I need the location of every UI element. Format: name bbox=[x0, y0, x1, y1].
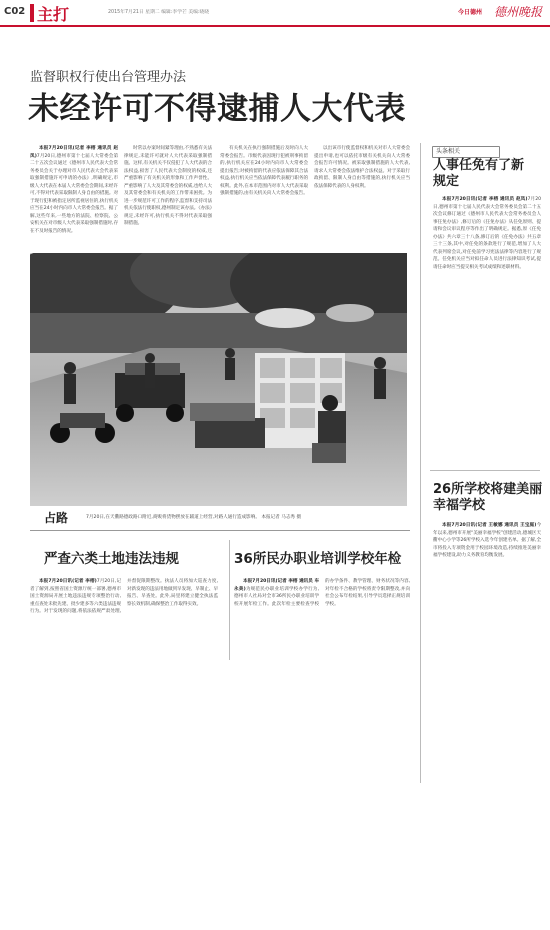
sidebar-story2-byline: 本报7月20日讯(记者 王敏娜 通讯员 王宝庭) bbox=[442, 523, 537, 528]
lower-story2-byline: 本报7月20日讯(记者 李榕 通讯员 车永美) bbox=[234, 579, 319, 592]
sidebar-story1-title: 人事任免有了新规定 bbox=[433, 158, 525, 189]
sidebar-tag bbox=[432, 146, 500, 158]
sidebar-story2-text: 今年以来,德州市开展“美丽幸福学校”创建活动,德城区天衢中心小学等26所学校入选今年创建名单。据了解,全市将投入专项资金用于校园环境改造,持续推进美丽幸福学校建设,助力义务教育均衡发展。 bbox=[433, 523, 541, 558]
lower-story2-body bbox=[234, 578, 410, 662]
header-rule bbox=[0, 25, 550, 27]
sidebar-rule bbox=[430, 470, 540, 471]
paper-name: 今日德州 bbox=[458, 9, 483, 16]
sidebar-divider bbox=[420, 143, 421, 783]
lower-story1-title: 严查六类土地违法违规 bbox=[44, 551, 179, 567]
sidebar-story1-body bbox=[433, 196, 541, 466]
lead-text-3: 有关机关在执行强制措施后及时向人大常委会报告。市级代表因现行犯被刑事拘留的,执行机关应在24小时内向市人大常委会提出报告;对被拘留的代表应依法保障其合法权益,执行机关应当依法保障代表履行职务的权利。此外,在本市范围内对市人大代表采取强制措施的,由有关机关向人大常委会报告。 bbox=[220, 146, 308, 196]
lower-story1-byline: 本报7月20日讯(记者 李榕) bbox=[39, 579, 97, 584]
lower-story2-title: 36所民办职业培训学校年检 bbox=[234, 551, 402, 567]
lead-text-1: 7月20日,德州市第十七届人大常委会第二十五次会议通过《德州市人民代表大会常务委员会关于办理对市人民代表大会代表采取强制措施许可申请的办法》,明确规定,市级人大代表在本届人大常委会会期间,未经许可,不得对代表采取限制人身自由的措施。对于现行犯和被指定居所监视居住的,执行机关应当在24小时内向市人大常委会报告。据了解,这些年来,一些地方的法院、检察院、公安机关在对市级人大代表采取强制措施时,存在不及时报告的情况。 bbox=[30, 153, 118, 234]
lower-rule bbox=[30, 530, 410, 531]
photo-title: 占路 bbox=[44, 511, 69, 525]
lead-article-column-2 bbox=[124, 145, 212, 245]
section-name: 主打 bbox=[37, 5, 70, 24]
lead-article-column-3 bbox=[220, 145, 308, 245]
lead-text-2: 时常以办案时间紧等理由,不熟悉有关法律规定,未能许可就对人大代表采取强制措施。这样,有关机关不仅侵犯了人大代表的合法权益,损害了人民代表大会制度的权威,还严重影响了有关机关的形象和工作声誉性。严重影响了人大及其常委会的权威,也给人大及其常委会和有关机关的工作带来困扰。为进一步规范许可工作的程序,监督和支持司法机关依法行使职权,德州制定该办法。《办法》规定,未经许可,执行机关不得对代表采取强制措施。 bbox=[124, 146, 212, 226]
lead-headline: 未经许可不得逮捕人大代表 bbox=[28, 91, 406, 127]
lower-story1-body bbox=[30, 578, 218, 662]
kicker-title: 监督职权行使出台管理办法 bbox=[30, 70, 187, 85]
masthead-logo: 德州晚报 bbox=[494, 5, 543, 19]
lead-article-column-4 bbox=[314, 145, 410, 245]
lead-byline: 本报7月20日讯(记者 李榕 通讯员 赵凤) bbox=[30, 146, 118, 159]
lower-story2-text: 为规范民办职业培训学校办学行为,德州市人社局对全市36所民办职业培训学校开展年检工作。此次年检主要检查学校的办学条件、教学管理、财务状况等内容,对年检不合格的学校将责令限期整改,并向社会公布年检结果,引导学员选择正规培训学校。 bbox=[234, 579, 410, 607]
lower-divider bbox=[229, 540, 230, 660]
lower-story1-text: 7月20日,记者了解到,按照省国土资源厅统一部署,德州市国土资源局开展土地违法违规专项整治行动,重点查处未批先建、批少建多等六类违法违规行为。对于发现的问题,将依法依规严肃处理,并督促限期整改。执法人员将加大巡查力度,对新发现的违法用地做到早发现、早制止、早报告、早查处。此外,局里将建立健全执法监察长效机制,确保整治工作取得实效。 bbox=[30, 579, 218, 614]
lead-article-column-1 bbox=[30, 145, 118, 245]
page-number: C02 bbox=[4, 6, 26, 17]
sidebar-tag-label: 头条相关 bbox=[436, 148, 461, 155]
lead-text-4: 以出该市行使监督权和机关对市人大常委会提出申请,也可以依托市级有关机关向人大常委会报告许可情况。被采取强制措施的人大代表,请求人大常委会依法维护合法权益。对于采取行政拘留、限制人身自由等措施的,执行机关应当依法保障代表的人身权利。 bbox=[314, 146, 410, 189]
page-header bbox=[0, 0, 550, 32]
sidebar-story1-text: 7月20日,德州市第十七届人民代表大会常务委员会第二十五次会议修订通过《德州市人民代表大会常务委员会人事任免办法》,修订后的《任免办法》从任免原则、提请和会议审议程序等作出了明确规定。据悉,原《任免办法》共六章三十八条,修订后的《任免办法》共五章三十三条,其中,对任免的条款进行了规范,增加了人大代表列席会议,对任免前学习宪法法律等内容进行了规范。任免机关应当对拟任命人员进行法律知识考试,提请任命时应当提交相关考试成绩和述职材料。 bbox=[433, 197, 541, 270]
sidebar-story2-title: 26所学校将建美丽幸福学校 bbox=[433, 482, 543, 513]
section-accent-bar bbox=[30, 4, 34, 22]
sidebar-story2-body bbox=[433, 522, 541, 662]
news-photo-street-vendors bbox=[30, 253, 407, 506]
sidebar-story1-byline: 本报7月20日讯(记者 李榕 通讯员 赵凤) bbox=[442, 197, 528, 202]
photo-caption: 7月20日,在天衢路德政路口附近,商贩将货物摆放在辅道上经营,对路人通行造成影响。 本报记者 马志秀 摄 bbox=[86, 515, 302, 520]
issue-meta: 2015年7月21日 星期二 编辑:李学芒 美编:晓晓 bbox=[108, 10, 210, 15]
